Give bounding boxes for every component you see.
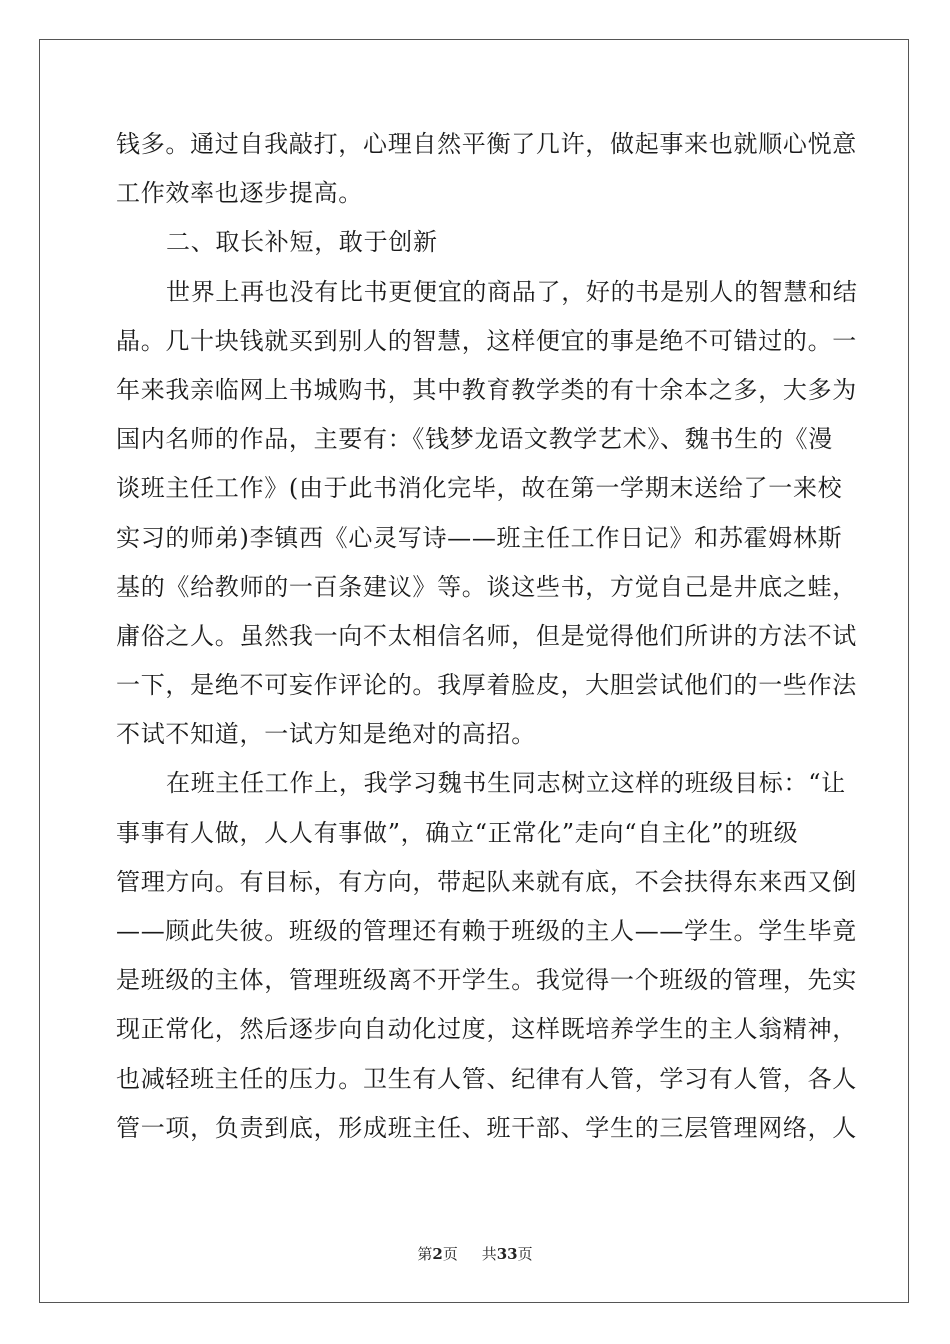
- text-line: 实习的师弟)李镇西《心灵写诗——班主任工作日记》和苏霍姆林斯: [116, 523, 843, 552]
- text-line: 庸俗之人。虽然我一向不太相信名师，但是觉得他们所讲的方法不试: [116, 621, 857, 650]
- text-line: 世界上再也没有比书更便宜的商品了，好的书是别人的智慧和结: [166, 277, 858, 306]
- text-line: 也减轻班主任的压力。卫生有人管、纪律有人管，学习有人管，各人: [116, 1064, 857, 1093]
- document-body: [116, 120, 858, 1153]
- text-line: 一下，是绝不可妄作评论的。我厚着脸皮，大胆尝试他们的一些作法: [116, 671, 857, 700]
- text-line: 谈班主任工作》(由于此书消化完毕，故在第一学期末送给了一来校: [116, 474, 843, 503]
- text-line: 管一项，负责到底，形成班主任、班干部、学生的三层管理网络，人: [116, 1113, 857, 1142]
- text-line: 现正常化，然后逐步向自动化过度，这样既培养学生的主人翁精神，: [116, 1015, 857, 1044]
- text-line: 事事有人做，人人有事做”，确立“正常化”走向“自主化”的班级: [116, 818, 799, 847]
- text-line: 钱多。通过自我敲打，心理自然平衡了几许，做起事来也就顺心悦意: [116, 130, 857, 158]
- text-line: 是班级的主体，管理班级离不开学生。我觉得一个班级的管理，先实: [116, 966, 857, 995]
- text-line: 管理方向。有目标，有方向，带起队来就有底，不会扶得东来西又倒: [116, 867, 857, 896]
- text-line: 国内名师的作品，主要有：《钱梦龙语文教学艺术》、魏书生的《漫: [116, 425, 833, 454]
- total-pages-label: 共33页: [481, 1245, 533, 1263]
- text-line: 工作效率也逐步提高。: [116, 179, 363, 208]
- text-line: ——顾此失彼。班级的管理还有赖于班级的主人——学生。学生毕竟: [116, 917, 857, 945]
- text-line: 晶。几十块钱就买到别人的智慧，这样便宜的事是绝不可错过的。一: [116, 326, 857, 355]
- page-footer: [0, 1243, 950, 1264]
- page-number-label: 第2页: [417, 1245, 458, 1263]
- text-line: 基的《给教师的一百条建议》等。谈这些书，方觉自己是井底之蛙，: [116, 572, 857, 601]
- text-line: 二、取长补短，敢于创新: [166, 228, 438, 257]
- text-line: 年来我亲临网上书城购书，其中教育教学类的有十余本之多，大多为: [116, 375, 857, 404]
- text-line: 在班主任工作上，我学习魏书生同志树立这样的班级目标：“让: [166, 769, 846, 798]
- text-line: 不试不知道，一试方知是绝对的高招。: [116, 720, 536, 749]
